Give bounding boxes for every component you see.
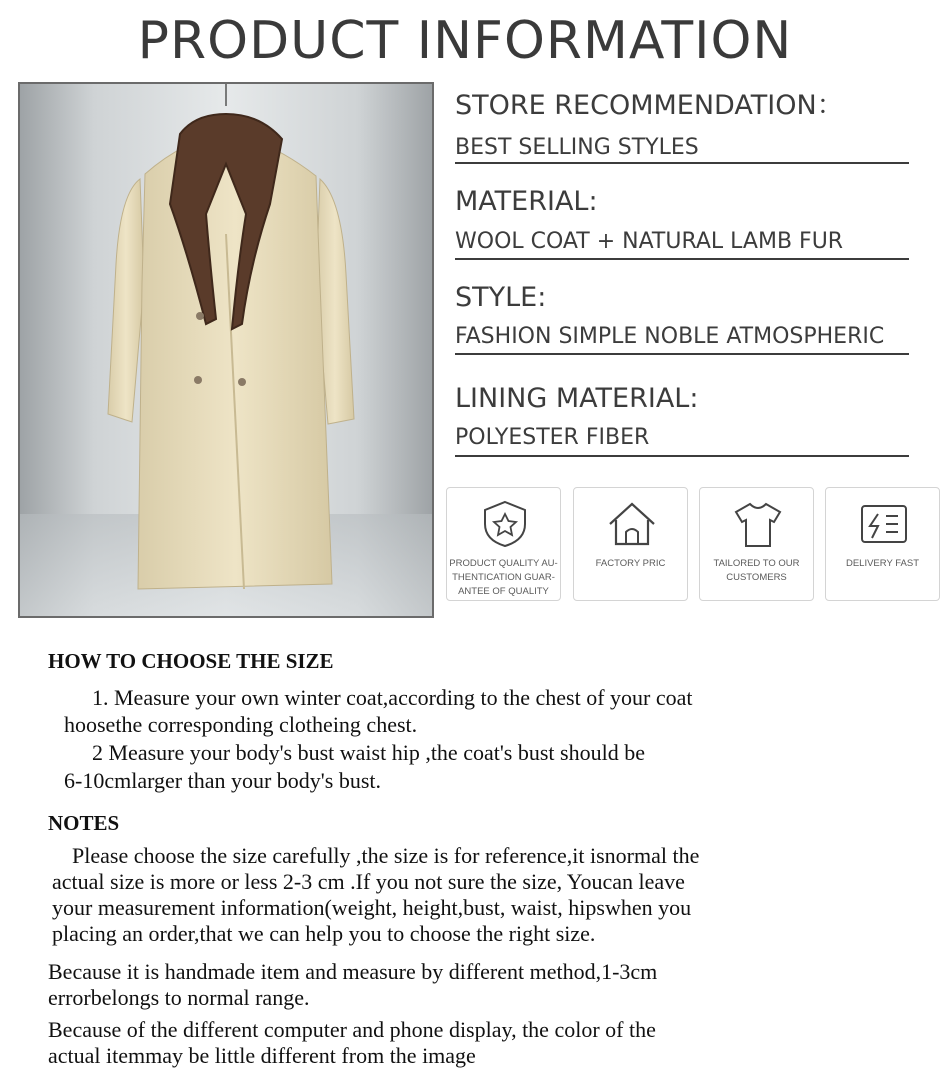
lining-material-value: POLYESTER FIBER [455, 425, 650, 450]
size-guide-line: 1. Measure your own winter coat,according to the chest of your coat [92, 685, 693, 710]
store-recommendation-label: STORE RECOMMENDATION： [455, 90, 844, 121]
badge-text-line: CUSTOMERS [726, 572, 787, 583]
notes-extra-line: actual itemmay be little different from the image [48, 1043, 476, 1068]
style-label: STYLE: [455, 282, 547, 313]
page-title: PRODUCT INFORMATION [137, 11, 793, 71]
badge-text-line: TAILORED TO OUR [713, 558, 800, 569]
notes-extra-line: Because of the different computer and phone display, the color of the [48, 1017, 656, 1042]
badge-text-line: PRODUCT QUALITY AU- [449, 558, 558, 569]
badge-text-line: THENTICATION GUAR- [452, 572, 555, 583]
factory-price-badge [573, 487, 688, 601]
material-label: MATERIAL: [455, 186, 598, 217]
store-recommendation-value: BEST SELLING STYLES [455, 135, 699, 160]
material-value: WOOL COAT + NATURAL LAMB FUR [455, 229, 844, 254]
shield-star-icon [479, 498, 531, 550]
size-guide-line: hoosethe corresponding clotheing chest. [64, 712, 418, 737]
badge-text-line: DELIVERY FAST [845, 558, 920, 569]
delivery-lightning-icon [858, 498, 910, 550]
style-value: FASHION SIMPLE NOBLE ATMOSPHERIC [455, 324, 885, 349]
divider [455, 353, 909, 355]
divider [455, 455, 909, 457]
tailored-badge [699, 487, 814, 601]
quality-badge [446, 487, 561, 601]
size-guide-heading: HOW TO CHOOSE THE SIZE [48, 649, 334, 673]
divider [455, 258, 909, 260]
notes-extra-line: Because it is handmade item and measure by different method,1-3cm [48, 959, 658, 984]
lining-material-label: LINING MATERIAL: [455, 383, 699, 414]
house-icon [606, 498, 658, 550]
size-guide-line: 2 Measure your body's bust waist hip ,the coat's bust should be [92, 740, 645, 765]
notes-line: Please choose the size carefully ,the size is for reference,it isnormal the [72, 843, 700, 868]
notes-line: placing an order,that we can help you to choose the right size. [52, 921, 596, 946]
divider [455, 162, 909, 164]
size-guide-line: 6-10cmlarger than your body's bust. [64, 768, 382, 793]
product-photo [18, 82, 434, 618]
notes-extra-line: errorbelongs to normal range. [48, 985, 310, 1010]
notes-heading: NOTES [48, 811, 120, 835]
notes-line: your measurement information(weight, height,bust, waist, hipswhen you [52, 895, 692, 920]
delivery-badge [825, 487, 940, 601]
badge-text-line: ANTEE OF QUALITY [458, 586, 549, 597]
notes-line: actual size is more or less 2-3 cm .If you not sure the size, Youcan leave [52, 869, 685, 894]
tshirt-icon [732, 498, 784, 550]
badge-text-line: FACTORY PRIC [595, 558, 666, 569]
